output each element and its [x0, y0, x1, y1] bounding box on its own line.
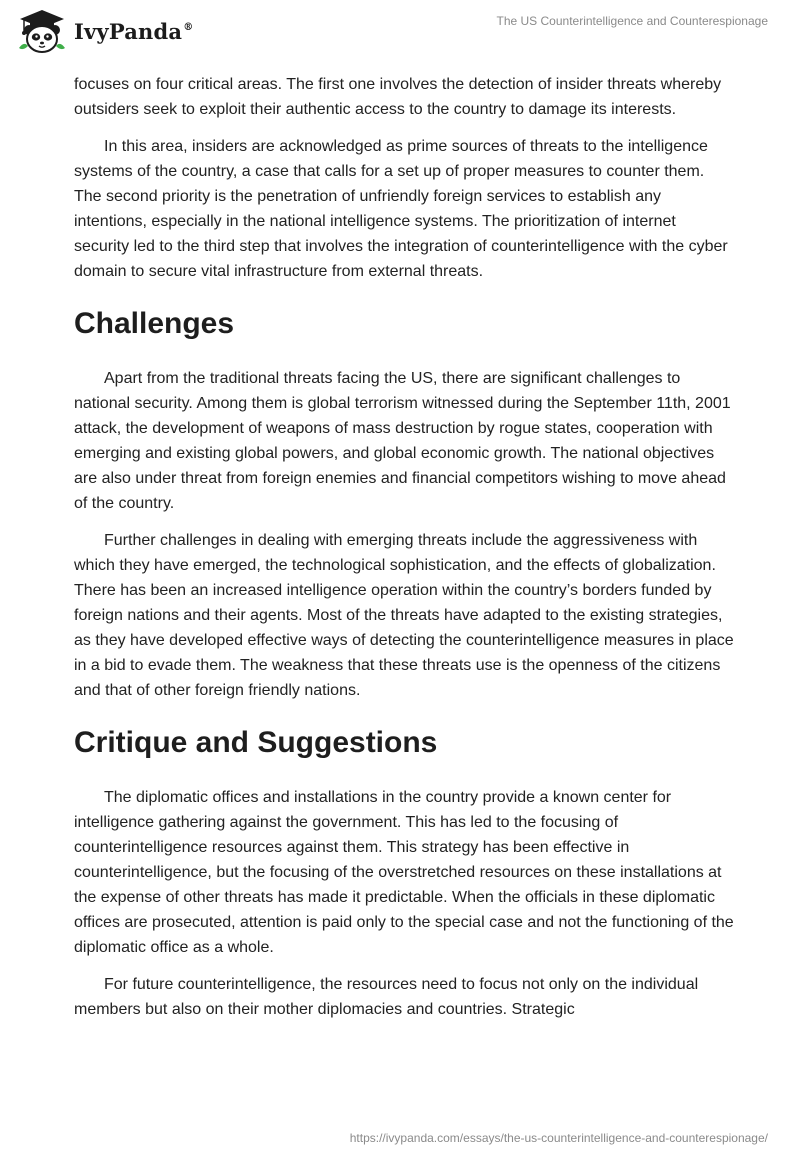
- paragraph: For future counterintelligence, the resources need to focus not only on the individual members but also on their mother diplomacies and countries. Strategic: [74, 976, 699, 1018]
- paragraph: focuses on four critical areas. The first one involves the detection of insider threats whereby outsiders seek to exploit their authentic access to the country to damage its interests.: [74, 76, 722, 118]
- section-heading-challenges: Challenges: [74, 307, 235, 340]
- paragraph: In this area, insiders are acknowledged as prime sources of threats to the intelligence systems of the country, a case that calls for a set up of proper measures to counter them. The second priority is the penetration of unfriendly foreign services to establish any intentions, especially in the national intelligence systems. The prioritization of internet security led to the third step that involves the integration of counterintelligence with the cyber domain to secure vital infrastructure from external threats.: [74, 138, 728, 280]
- paragraph: Apart from the traditional threats facing the US, there are significant challenges to national security. Among them is global terrorism witnessed during the September 11th, 2001 attack, the development of weapons of mass destruction by rogue states, cooperation with emerging and existing global powers, and global economic growth. The national objectives are also under threat from foreign enemies and financial competitors wishing to move ahead of the country.: [74, 370, 731, 512]
- paragraph: Further challenges in dealing with emerging threats include the aggressiveness with which they have emerged, the technological sophistication, and the effects of globalization. There has been an increased intelligence operation within the country’s borders funded by foreign nations and their agents. Most of the threats have adapted to the existing strategies, as they have developed effective ways of detecting the counterintelligence measures in place in a bid to evade them. The weakness that these threats use is the openness of the citizens and that of other foreign friendly nations.: [74, 532, 734, 699]
- document-title: The US Counterintelligence and Counterespionage: [496, 14, 768, 28]
- registered-mark: ®: [183, 21, 194, 33]
- brand-logo[interactable]: [16, 8, 193, 54]
- paragraph: The diplomatic offices and installations in the country provide a known center for intelligence gathering against the government. This has led to the focusing of counterintelligence resources against them. This strategy has been effective in counterintelligence, but the focusing of the overstretched resources on these installations at the expense of other threats has made it predictable. When the officials in these diplomatic offices are prosecuted, attention is paid only to the special case and not the functioning of the diplomatic office as a whole.: [74, 789, 734, 956]
- section-heading-critique: Critique and Suggestions: [74, 726, 438, 759]
- panda-graduate-icon: [16, 8, 68, 54]
- brand-name: IvyPanda®: [74, 18, 194, 44]
- source-url[interactable]: https://ivypanda.com/essays/the-us-counterintelligence-and-counterespionage/: [349, 1131, 768, 1145]
- essay-body: [74, 72, 734, 1034]
- page-header: [0, 0, 800, 70]
